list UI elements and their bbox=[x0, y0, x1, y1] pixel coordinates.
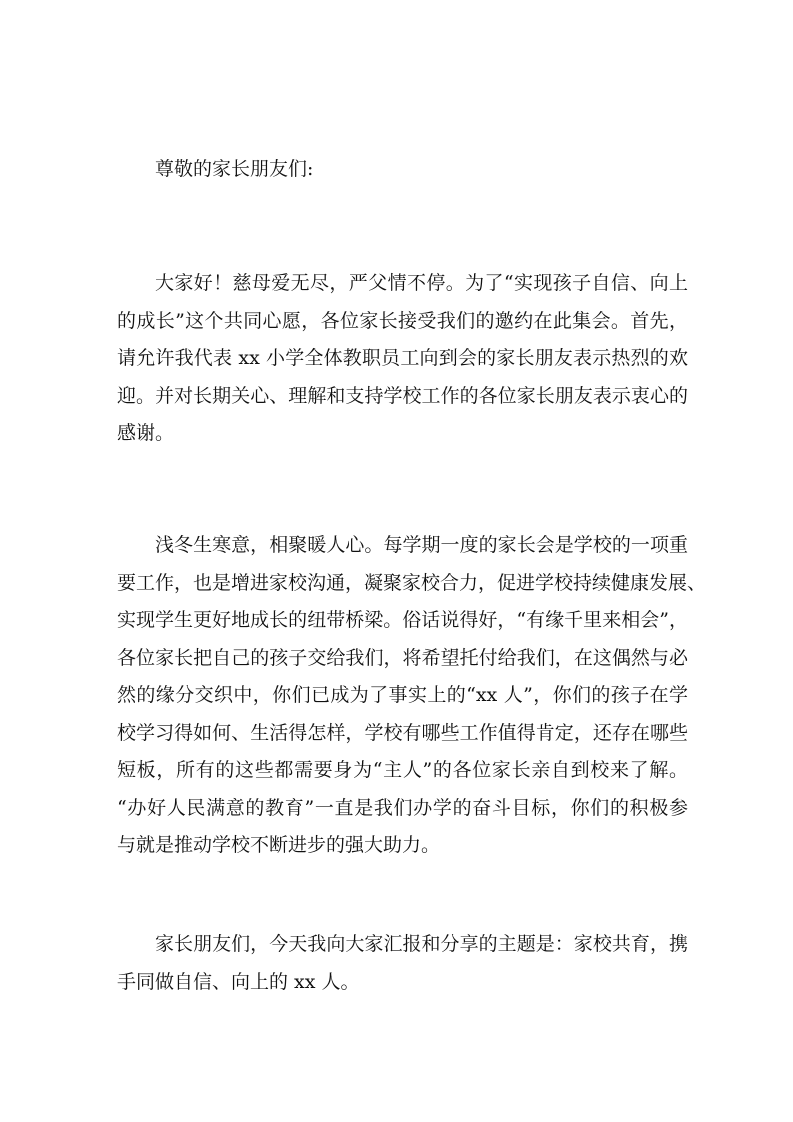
text-line: 请允许我代表 xx 小学全体教职员工向到会的家长朋友表示热烈的欢 bbox=[117, 347, 688, 369]
text-line: 然的缘分交织中，你们已成为了事实上的“xx 人”，你们的孩子在学 bbox=[117, 684, 688, 706]
text-line: 实现学生更好地成长的纽带桥梁。俗话说得好，“有缘千里来相会”， bbox=[117, 609, 688, 631]
text-line: 要工作，也是增进家校沟通，凝聚家校合力，促进学校持续健康发展、 bbox=[117, 571, 707, 594]
paragraph-3 bbox=[117, 926, 688, 1001]
text-line: 大家好！慈母爱无尽，严父情不停。为了“实现孩子自信、向上 bbox=[155, 272, 688, 294]
paragraph-2 bbox=[117, 527, 707, 865]
text-line: 迎。并对长期关心、理解和支持学校工作的各位家长朋友表示衷心的 bbox=[117, 384, 688, 407]
text-line: 的成长”这个共同心愿，各位家长接受我们的邀约在此集会。首先， bbox=[117, 309, 688, 332]
text-line: 校学习得如何、生活得怎样，学校有哪些工作值得肯定，还存在哪些 bbox=[117, 721, 688, 744]
greeting bbox=[117, 151, 688, 189]
text-line: 感谢。 bbox=[117, 422, 175, 444]
greeting-text: 尊敬的家长朋友们: bbox=[155, 158, 314, 180]
text-line: 浅冬生寒意，相聚暖人心。每学期一度的家长会是学校的一项重 bbox=[155, 534, 688, 556]
paragraph-1 bbox=[117, 265, 688, 453]
text-line: 手同做自信、向上的 xx 人。 bbox=[117, 970, 360, 993]
text-line: “办好人民满意的教育”一直是我们办学的奋斗目标，你们的积极参 bbox=[117, 796, 688, 819]
text-line: 短板，所有的这些都需要身为“主人”的各位家长亲自到校来了解。 bbox=[117, 759, 688, 781]
text-line: 与就是推动学校不断进步的强大助力。 bbox=[117, 834, 441, 856]
text-line: 各位家长把自己的孩子交给我们，将希望托付给我们，在这偶然与必 bbox=[117, 646, 688, 669]
text-line: 家长朋友们，今天我向大家汇报和分享的主题是：家校共育，携 bbox=[155, 933, 688, 955]
